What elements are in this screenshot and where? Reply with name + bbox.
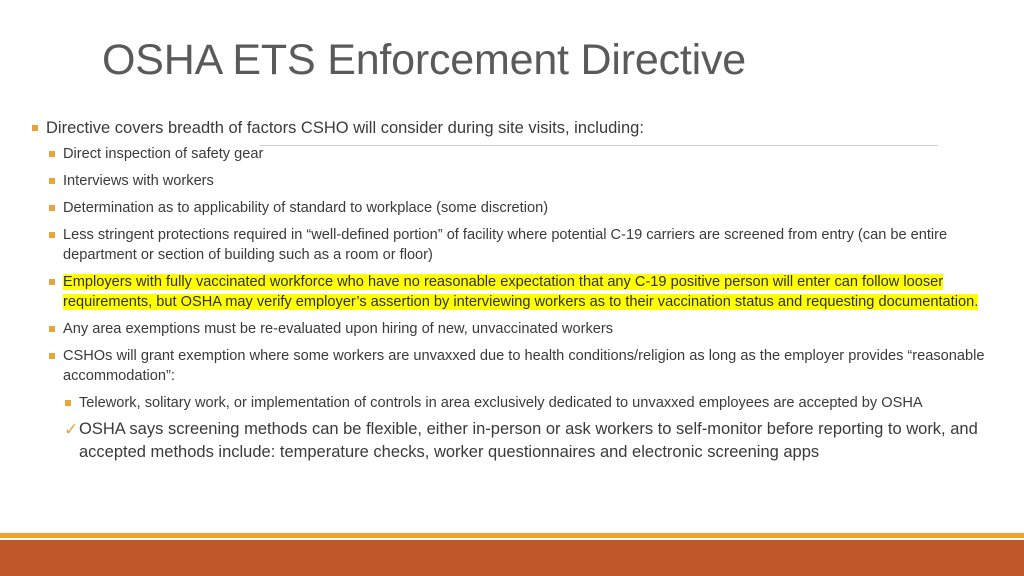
main-bullet [30,118,1002,138]
sub-bullet [30,225,1002,265]
main-bullet-text: Directive covers breadth of factors CSHO will consider during site visits, including: [46,119,644,137]
sub-bullet [30,346,1002,386]
slide-body [30,118,1002,464]
highlighted-text: Employers with fully vaccinated workforce who have no reasonable expectation that any C-19 positive person will enter can follow looser requirements, but OSHA may verify employer’s assertion by interviewing workers as to their vaccination status and requesting documentation. [63,274,979,310]
sub-bullet-text: Less stringent protections required in “well-defined portion” of facility where potential C-19 carriers are screened from entry (can be entire department or section of building such as a room or floor) [63,227,948,263]
square-bullet-icon [49,279,55,285]
sub-bullet-text: Interviews with workers [63,173,214,189]
third-level-text: Telework, solitary work, or implementation of controls in area exclusively dedicated to unvaxxed employees are accepted by OSHA [79,395,923,411]
square-bullet-icon [49,205,55,211]
slide-title: OSHA ETS Enforcement Directive [102,36,746,84]
footer-bar [0,540,1024,576]
square-bullet-icon [32,125,38,131]
checkmark-icon: ✓ [64,420,79,439]
square-bullet-icon [49,232,55,238]
sub-bullet [30,171,1002,191]
check-bullet-text: OSHA says screening methods can be flexible, either in-person or ask workers to self-monitor before reporting to work, and accepted methods include: temperature checks, worker questionnaires and electronic screening apps [79,420,978,461]
third-level-bullet [30,393,1002,413]
footer-accent-line [0,533,1024,538]
square-bullet-icon [49,326,55,332]
square-bullet-icon [49,178,55,184]
sub-bullet-text: CSHOs will grant exemption where some workers are unvaxxed due to health conditions/religion as long as the employer provides “reasonable accommodation”: [63,348,985,384]
square-bullet-icon [65,400,71,406]
sub-bullet [30,144,1002,164]
sub-bullet [30,319,1002,339]
sub-bullet-text: Direct inspection of safety gear [63,146,264,162]
sub-bullet-text: Determination as to applicability of standard to workplace (some discretion) [63,200,549,216]
square-bullet-icon [49,353,55,359]
square-bullet-icon [49,151,55,157]
sub-bullet [30,198,1002,218]
sub-bullet-text: Any area exemptions must be re-evaluated upon hiring of new, unvaccinated workers [63,321,614,337]
sub-bullet-highlighted [30,272,1002,312]
check-bullet [30,418,1002,464]
